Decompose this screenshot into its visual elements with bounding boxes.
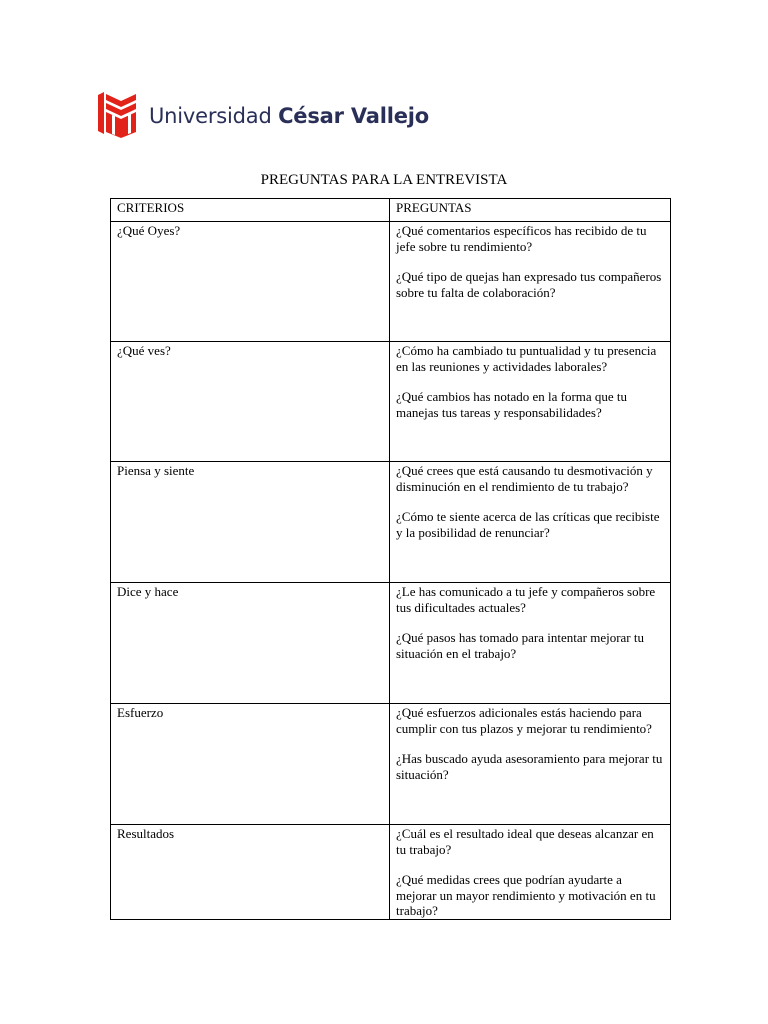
university-name-light: Universidad bbox=[149, 103, 279, 128]
ucv-shield-icon bbox=[98, 92, 136, 138]
criterio-cell: Piensa y siente bbox=[111, 462, 390, 583]
table-row bbox=[111, 704, 671, 825]
question-text: ¿Cuál es el resultado ideal que deseas alcanzar en tu trabajo? bbox=[396, 826, 654, 857]
preguntas-cell bbox=[390, 704, 671, 825]
criterio-cell: Dice y hace bbox=[111, 583, 390, 704]
question-text: ¿Qué crees que está causando tu desmotivación y disminución en el rendimiento de tu trabajo? bbox=[396, 463, 653, 494]
criterio-cell: Esfuerzo bbox=[111, 704, 390, 825]
preguntas-cell bbox=[390, 222, 671, 342]
preguntas-cell bbox=[390, 583, 671, 704]
question-text: ¿Qué comentarios específicos has recibido de tu jefe sobre tu rendimiento? bbox=[396, 223, 647, 254]
criterio-cell: ¿Qué ves? bbox=[111, 342, 390, 462]
table-row bbox=[111, 825, 671, 920]
question-text: ¿Qué cambios has notado en la forma que tu manejas tus tareas y responsabilidades? bbox=[396, 389, 628, 420]
table-header-row bbox=[111, 199, 671, 222]
question-text: ¿Qué medidas crees que podrían ayudarte a mejorar un mayor rendimiento y motivación en tu trabajo? bbox=[396, 872, 656, 918]
question-text: ¿Qué tipo de quejas han expresado tus compañeros sobre tu falta de colaboración? bbox=[396, 269, 662, 300]
university-name-bold: César Vallejo bbox=[278, 103, 430, 128]
column-header-preguntas: PREGUNTAS bbox=[390, 199, 671, 222]
university-name bbox=[149, 104, 429, 127]
table-row bbox=[111, 583, 671, 704]
question-text: ¿Cómo ha cambiado tu puntualidad y tu presencia en las reuniones y actividades laborales? bbox=[396, 343, 657, 374]
table-row bbox=[111, 462, 671, 583]
document-title: PREGUNTAS PARA LA ENTREVISTA bbox=[260, 172, 508, 188]
criterio-cell: ¿Qué Oyes? bbox=[111, 222, 390, 342]
question-text: ¿Qué pasos has tomado para intentar mejorar tu situación en el trabajo? bbox=[396, 630, 644, 661]
criterio-cell: Resultados bbox=[111, 825, 390, 920]
preguntas-cell bbox=[390, 342, 671, 462]
question-text: ¿Has buscado ayuda asesoramiento para mejorar tu situación? bbox=[396, 751, 663, 782]
question-text: ¿Le has comunicado a tu jefe y compañeros sobre tus dificultades actuales? bbox=[396, 584, 656, 615]
question-text: ¿Qué esfuerzos adicionales estás haciendo para cumplir con tus plazos y mejorar tu rendimiento? bbox=[396, 705, 652, 736]
preguntas-cell bbox=[390, 462, 671, 583]
university-logo bbox=[98, 92, 429, 138]
table-row bbox=[111, 222, 671, 342]
interview-questions-table bbox=[110, 198, 671, 920]
preguntas-cell bbox=[390, 825, 671, 920]
column-header-criterios: CRITERIOS bbox=[111, 199, 390, 222]
table-row bbox=[111, 342, 671, 462]
question-text: ¿Cómo te siente acerca de las críticas que recibiste y la posibilidad de renunciar? bbox=[396, 509, 660, 540]
